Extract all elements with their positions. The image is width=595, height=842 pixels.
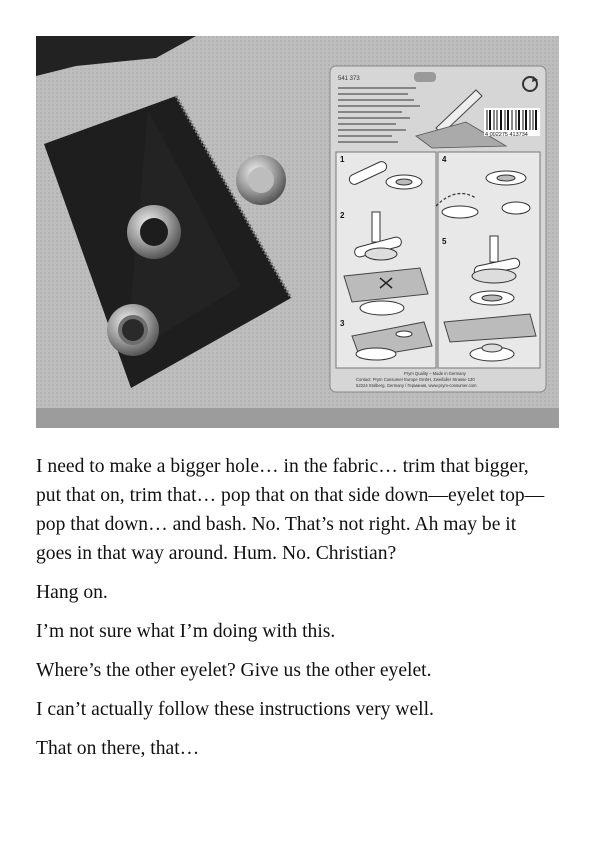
step-number: 1 [340,155,345,164]
paragraph: I’m not sure what I’m doing with this. [36,621,336,642]
package-footer-line: Prym Quality – Made in Germany [404,371,466,376]
step-number: 4 [442,155,447,164]
step-number: 3 [340,319,345,328]
barcode [484,108,540,138]
dialogue-text [36,452,556,773]
eyelet-icon [236,155,286,205]
paragraph: Where’s the other eyelet? Give us the other eyelet. [36,660,432,681]
instruction-package [330,66,546,392]
paragraph: I need to make a bigger hole… in the fabric… trim that bigger, put that on, trim that… pop that on that side down—eyelet top—pop that down… and bash. No. That’s not right. Ah may be it goes in that way around. Hum. No. Christian? [36,456,545,564]
package-code: 541 373 [338,76,360,82]
paragraph: That on there, that… [36,738,200,759]
eyelet-icon [127,205,181,259]
paragraph: I can’t actually follow these instructions very well. [36,699,434,720]
step-number: 2 [340,211,345,220]
package-footer-line: Contact: Prym Consumer Europe GmbH, Zweifaller Strasse 130 [356,377,475,382]
step-number: 5 [442,237,447,246]
package-footer-line: 52224 Stolberg, Germany / Германия, www.prym-consumer.com [356,383,477,388]
paragraph: Hang on. [36,582,108,603]
eyelet-icon [107,304,159,356]
instruction-photo [36,36,559,428]
barcode-number: 4 002275 413734 [485,132,528,138]
